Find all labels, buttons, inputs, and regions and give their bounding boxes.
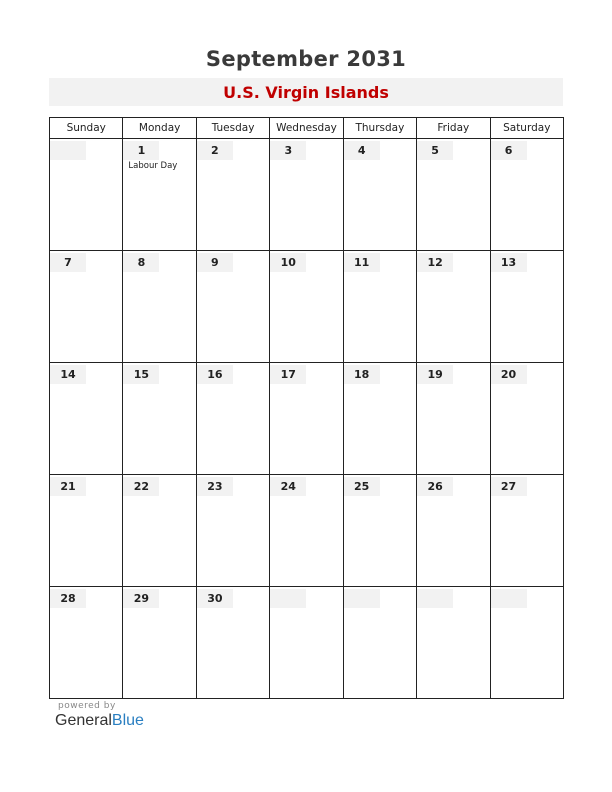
weekday-header-row — [50, 118, 564, 139]
powered-by-text: powered by — [58, 701, 116, 711]
calendar-day-cell[interactable] — [196, 363, 269, 475]
calendar-day-cell[interactable] — [123, 251, 196, 363]
calendar-day-cell[interactable] — [270, 139, 343, 251]
day-number — [50, 141, 86, 160]
generalblue-logo[interactable] — [55, 712, 144, 730]
calendar-title: September 2031 — [205, 47, 407, 71]
calendar-day-cell[interactable] — [417, 139, 490, 251]
brand-name-part1: General — [55, 712, 112, 729]
day-number — [491, 589, 527, 608]
calendar-grid — [49, 117, 564, 699]
calendar-week-row — [50, 475, 564, 587]
calendar-day-cell[interactable] — [343, 139, 416, 251]
day-number: 14 — [50, 365, 86, 384]
day-number: 16 — [197, 365, 233, 384]
calendar-day-cell[interactable] — [343, 251, 416, 363]
calendar-day-cell[interactable] — [123, 363, 196, 475]
day-number: 1 — [123, 141, 159, 160]
calendar-day-cell[interactable] — [50, 587, 123, 699]
day-number: 4 — [344, 141, 380, 160]
calendar-day-cell[interactable] — [123, 139, 196, 251]
day-number: 23 — [197, 477, 233, 496]
weekday-header-thursday: Thursday — [343, 118, 416, 139]
weekday-header-sunday: Sunday — [50, 118, 123, 139]
day-number: 17 — [270, 365, 306, 384]
day-number: 11 — [344, 253, 380, 272]
day-number: 24 — [270, 477, 306, 496]
region-label: U.S. Virgin Islands — [223, 83, 389, 102]
day-number: 7 — [50, 253, 86, 272]
day-number: 26 — [417, 477, 453, 496]
calendar-day-cell[interactable] — [50, 251, 123, 363]
calendar-day-cell[interactable] — [196, 139, 269, 251]
weekday-header-friday: Friday — [417, 118, 490, 139]
day-number: 10 — [270, 253, 306, 272]
calendar-week-row — [50, 363, 564, 475]
calendar-day-cell[interactable] — [343, 587, 416, 699]
calendar-day-cell[interactable] — [490, 475, 563, 587]
calendar-day-cell[interactable] — [270, 587, 343, 699]
calendar-week-row — [50, 251, 564, 363]
calendar-day-cell[interactable] — [490, 251, 563, 363]
weekday-header-saturday: Saturday — [490, 118, 563, 139]
day-number: 9 — [197, 253, 233, 272]
day-number — [270, 589, 306, 608]
holiday-label: Labour Day — [128, 161, 178, 171]
day-number: 19 — [417, 365, 453, 384]
day-number: 28 — [50, 589, 86, 608]
day-number: 13 — [491, 253, 527, 272]
calendar-day-cell[interactable] — [417, 475, 490, 587]
region-banner — [49, 78, 563, 106]
weekday-header-wednesday: Wednesday — [270, 118, 343, 139]
calendar-day-cell[interactable] — [343, 363, 416, 475]
day-number: 6 — [491, 141, 527, 160]
calendar-body — [50, 139, 564, 699]
day-number: 20 — [491, 365, 527, 384]
calendar-day-cell[interactable] — [50, 363, 123, 475]
calendar-day-cell[interactable] — [196, 587, 269, 699]
calendar-day-cell[interactable] — [123, 587, 196, 699]
calendar-day-cell[interactable] — [490, 363, 563, 475]
calendar-day-cell[interactable] — [270, 363, 343, 475]
calendar-day-cell[interactable] — [490, 587, 563, 699]
calendar-day-cell[interactable] — [417, 251, 490, 363]
day-number: 15 — [123, 365, 159, 384]
day-number: 2 — [197, 141, 233, 160]
day-number — [344, 589, 380, 608]
calendar-day-cell[interactable] — [270, 475, 343, 587]
day-number: 22 — [123, 477, 159, 496]
brand-name-part2: Blue — [111, 712, 144, 729]
calendar-day-cell[interactable] — [50, 475, 123, 587]
day-number: 8 — [123, 253, 159, 272]
weekday-header-tuesday: Tuesday — [196, 118, 269, 139]
day-number: 12 — [417, 253, 453, 272]
calendar-day-cell[interactable] — [270, 251, 343, 363]
calendar-day-cell[interactable] — [417, 363, 490, 475]
day-number — [417, 589, 453, 608]
weekday-header-monday: Monday — [123, 118, 196, 139]
day-number: 21 — [50, 477, 86, 496]
day-number: 5 — [417, 141, 453, 160]
calendar-day-cell[interactable] — [196, 475, 269, 587]
day-number: 18 — [344, 365, 380, 384]
calendar-day-cell[interactable] — [490, 139, 563, 251]
day-number: 29 — [123, 589, 159, 608]
day-number: 27 — [491, 477, 527, 496]
calendar-day-cell[interactable] — [50, 139, 123, 251]
calendar-week-row — [50, 139, 564, 251]
day-number: 3 — [270, 141, 306, 160]
calendar-week-row — [50, 587, 564, 699]
calendar-day-cell[interactable] — [417, 587, 490, 699]
calendar-day-cell[interactable] — [123, 475, 196, 587]
day-number: 25 — [344, 477, 380, 496]
day-number: 30 — [197, 589, 233, 608]
calendar-day-cell[interactable] — [196, 251, 269, 363]
calendar-day-cell[interactable] — [343, 475, 416, 587]
